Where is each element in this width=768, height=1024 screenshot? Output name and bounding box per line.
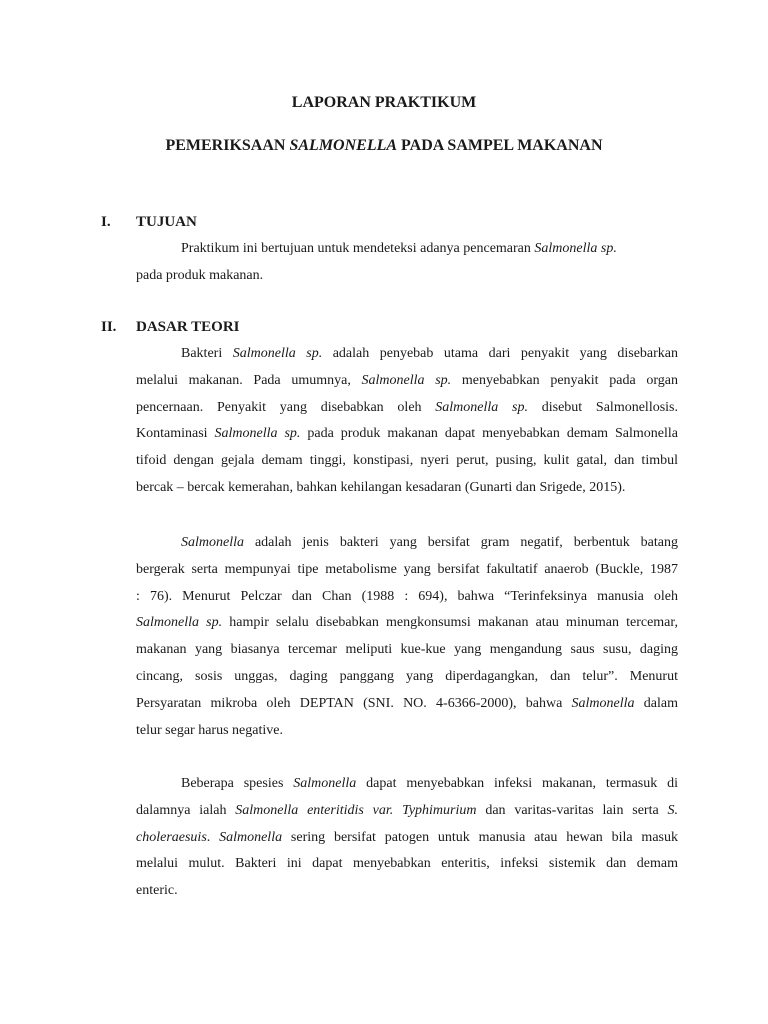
report-title: LAPORAN PRAKTIKUM	[291, 94, 477, 111]
paragraph-2	[136, 530, 678, 744]
text-line: tifoid dengan gejala demam tinggi, konstipasi, nyeri perut, pusing, kulit gatal, dan timbul	[136, 453, 678, 469]
text-line: enteric.	[136, 883, 178, 899]
text-line: bercak – bercak kemerahan, bahkan kehilangan kesadaran (Gunarti dan Srigede, 2015).	[136, 479, 626, 495]
text-line: Kontaminasi Salmonella sp. pada produk makanan dapat menyebabkan demam Salmonella	[136, 426, 678, 442]
text-line: pada produk makanan.	[136, 267, 264, 283]
text-line: bergerak serta mempunyai tipe metabolisme yang bersifat fakultatif anaerob (Buckle, 1987	[136, 561, 678, 577]
text-line: choleraesuis. Salmonella sering bersifat patogen untuk manusia atau hewan bila masuk	[136, 829, 678, 845]
subtitle-text: PADA SAMPEL MAKANAN	[397, 137, 603, 154]
text-line: makanan yang biasanya tercemar meliputi kue-kue yang mengandung saus susu, daging	[136, 642, 678, 658]
paragraph-3	[136, 771, 678, 905]
text-line: cincang, sosis unggas, daging panggang yang diperdagangkan, dan telur”. Menurut	[136, 668, 678, 684]
text-line: pencernaan. Penyakit yang disebabkan oleh Salmonella sp. disebut Salmonellosis.	[136, 399, 678, 415]
subtitle-italic: SALMONELLA	[289, 137, 398, 154]
section-number: II.	[101, 319, 117, 335]
paragraph-1	[136, 341, 678, 502]
section-heading-tujuan: TUJUAN	[136, 214, 197, 230]
section-number: I.	[101, 214, 111, 230]
text-line: Beberapa spesies Salmonella dapat menyebabkan infeksi makanan, termasuk di	[181, 776, 678, 791]
text-line: : 76). Menurut Pelczar dan Chan (1988 : 694), bahwa “Terinfeksinya manusia oleh	[136, 588, 678, 604]
subtitle-text: PEMERIKSAAN	[165, 137, 290, 154]
text-line: telur segar harus negative.	[136, 722, 283, 738]
paragraph-tujuan	[136, 236, 678, 290]
text-line: Salmonella adalah jenis bakteri yang bersifat gram negatif, berbentuk batang	[181, 535, 678, 550]
report-subtitle	[0, 137, 768, 155]
section-heading-dasar-teori: DASAR TEORI	[136, 319, 240, 335]
text-line: Praktikum ini bertujuan untuk mendeteksi adanya pencemaran Salmonella sp.	[181, 241, 617, 256]
text-line: dalamnya ialah Salmonella enteritidis var. Typhimurium dan varitas-varitas lain serta S.	[136, 802, 678, 818]
text-line: melalui makanan. Pada umumnya, Salmonella sp. menyebabkan penyakit pada organ	[136, 372, 678, 388]
text-line: Persyaratan mikroba oleh DEPTAN (SNI. NO. 4-6366-2000), bahwa Salmonella dalam	[136, 695, 678, 711]
text-line: Salmonella sp. hampir selalu disebabkan mengkonsumsi makanan atau minuman tercemar,	[136, 615, 678, 631]
text-line: Bakteri Salmonella sp. adalah penyebab utama dari penyakit yang disebarkan	[181, 346, 678, 361]
text-line: melalui mulut. Bakteri ini dapat menyebabkan enteritis, infeksi sistemik dan demam	[136, 856, 678, 872]
